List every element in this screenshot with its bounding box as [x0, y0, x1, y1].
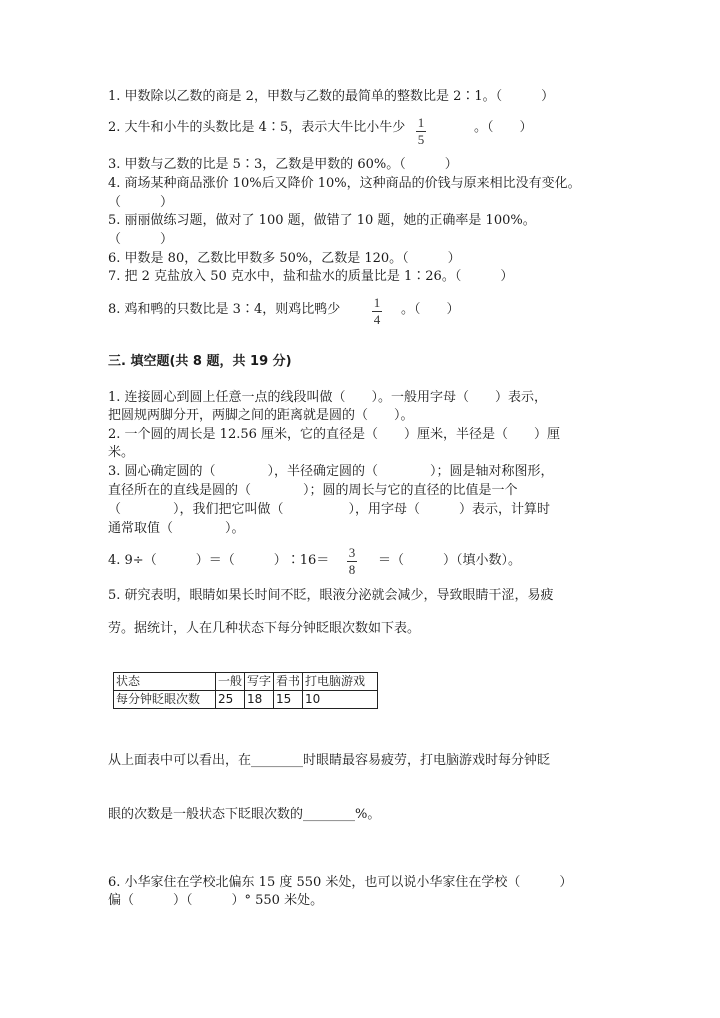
- fill-q2-line2: 米。: [108, 445, 135, 460]
- fill-q2-line1: 2. 一个圆的周长是 12.56 厘米，它的直径是（ ）厘米，半径是（ ）厘: [108, 427, 561, 442]
- fill-q5-line4: 眼的次数是一般状态下眨眼次数的________%。: [108, 807, 381, 822]
- fraction-numerator: 3: [348, 545, 356, 560]
- section-title: 三. 填空题(共 8 题，共 19 分): [108, 354, 292, 369]
- table-cell: 写字: [245, 673, 274, 691]
- table-cell: 每分钟眨眼次数: [114, 691, 216, 709]
- fill-q5-line2: 劳。据统计，人在几种状态下每分钟眨眼次数如下表。: [108, 621, 421, 636]
- fraction-denominator: 5: [417, 132, 425, 147]
- table-row: [114, 691, 378, 709]
- fill-q5-line1: 5. 研究表明，眼睛如果长时间不眨，眼液分泌就会减少，导致眼睛干涩，易疲: [108, 588, 554, 603]
- fraction-numerator: 1: [417, 115, 425, 130]
- judge-q5-paren: （ ）: [108, 232, 174, 247]
- judge-q8-fraction: [372, 296, 382, 327]
- table-cell: 看书: [274, 673, 303, 691]
- fill-q4-tail: ＝（ ）（填小数）。: [378, 553, 522, 568]
- judge-q4: 4. 商场某种商品涨价 10%后又降价 10%，这种商品的价钱与原来相比没有变化。: [108, 176, 581, 191]
- fill-q4-fraction: [347, 546, 357, 577]
- fill-q4: [108, 552, 329, 570]
- judge-q6: 6. 甲数是 80，乙数比甲数多 50%，乙数是 120。（ ）: [108, 251, 461, 266]
- fraction-numerator: 1: [373, 295, 381, 310]
- table-cell: 打电脑游戏: [303, 673, 378, 691]
- judge-q8-text: 8. 鸡和鸭的只数比是 3∶4，则鸡比鸭少: [108, 302, 341, 317]
- table-cell: 25: [216, 691, 245, 709]
- fraction-denominator: 4: [373, 312, 381, 327]
- fill-q3-line4: 通常取值（ ）。: [108, 521, 245, 536]
- table-header-row: [114, 673, 378, 691]
- judge-q2: [108, 119, 405, 137]
- blink-stats-table: [113, 672, 378, 709]
- fill-q4-text: 4. 9÷（ ）＝（ ）∶16＝: [108, 553, 330, 568]
- fill-q1-line1: 1. 连接圆心到圆上任意一点的线段叫做（ ）。一般用字母（ ）表示，: [108, 390, 548, 405]
- fill-q3-line2: 直径所在的直线是圆的（ ）；圆的周长与它的直径的比值是一个: [108, 483, 518, 498]
- judge-q8-tail: 。（ ）: [401, 302, 460, 317]
- judge-q2-text: 2. 大牛和小牛的头数比是 4∶5，表示大牛比小牛少: [108, 120, 406, 135]
- fill-q6-line1: 6. 小华家住在学校北偏东 15 度 550 米处，也可以说小华家住在学校（ ）: [108, 875, 573, 890]
- judge-q2-fraction: [416, 116, 426, 147]
- fill-q5-line3: 从上面表中可以看出，在________时眼睛最容易疲劳，打电脑游戏时每分钟眨: [108, 753, 551, 768]
- judge-q3: 3. 甲数与乙数的比是 5∶3，乙数是甲数的 60%。（ ）: [108, 157, 458, 172]
- judge-q1: 1. 甲数除以乙数的商是 2，甲数与乙数的最简单的整数比是 2∶1。（ ）: [108, 89, 555, 104]
- table-cell: 15: [274, 691, 303, 709]
- table-cell: 一般: [216, 673, 245, 691]
- judge-q8: [108, 301, 340, 319]
- table-cell: 状态: [114, 673, 216, 691]
- fraction-denominator: 8: [348, 562, 356, 577]
- fill-q3-line1: 3. 圆心确定圆的（ ），半径确定圆的（ ）；圆是轴对称图形，: [108, 464, 554, 479]
- judge-q2-tail: 。（ ）: [474, 120, 533, 135]
- fill-q3-line3: （ ），我们把它叫做（ ），用字母（ ）表示，计算时: [108, 502, 551, 517]
- judge-q4-paren: （ ）: [108, 195, 174, 210]
- judge-q7: 7. 把 2 克盐放入 50 克水中，盐和盐水的质量比是 1∶26。（ ）: [108, 269, 514, 284]
- fill-q1-line2: 把圆规两脚分开，两脚之间的距离就是圆的（ ）。: [108, 408, 414, 423]
- judge-q5: 5. 丽丽做练习题，做对了 100 题，做错了 10 题，她的正确率是 100%。: [108, 213, 536, 228]
- table-cell: 18: [245, 691, 274, 709]
- fill-q6-line2: 偏（ ）（ ）° 550 米处。: [108, 893, 324, 908]
- table-cell: 10: [303, 691, 378, 709]
